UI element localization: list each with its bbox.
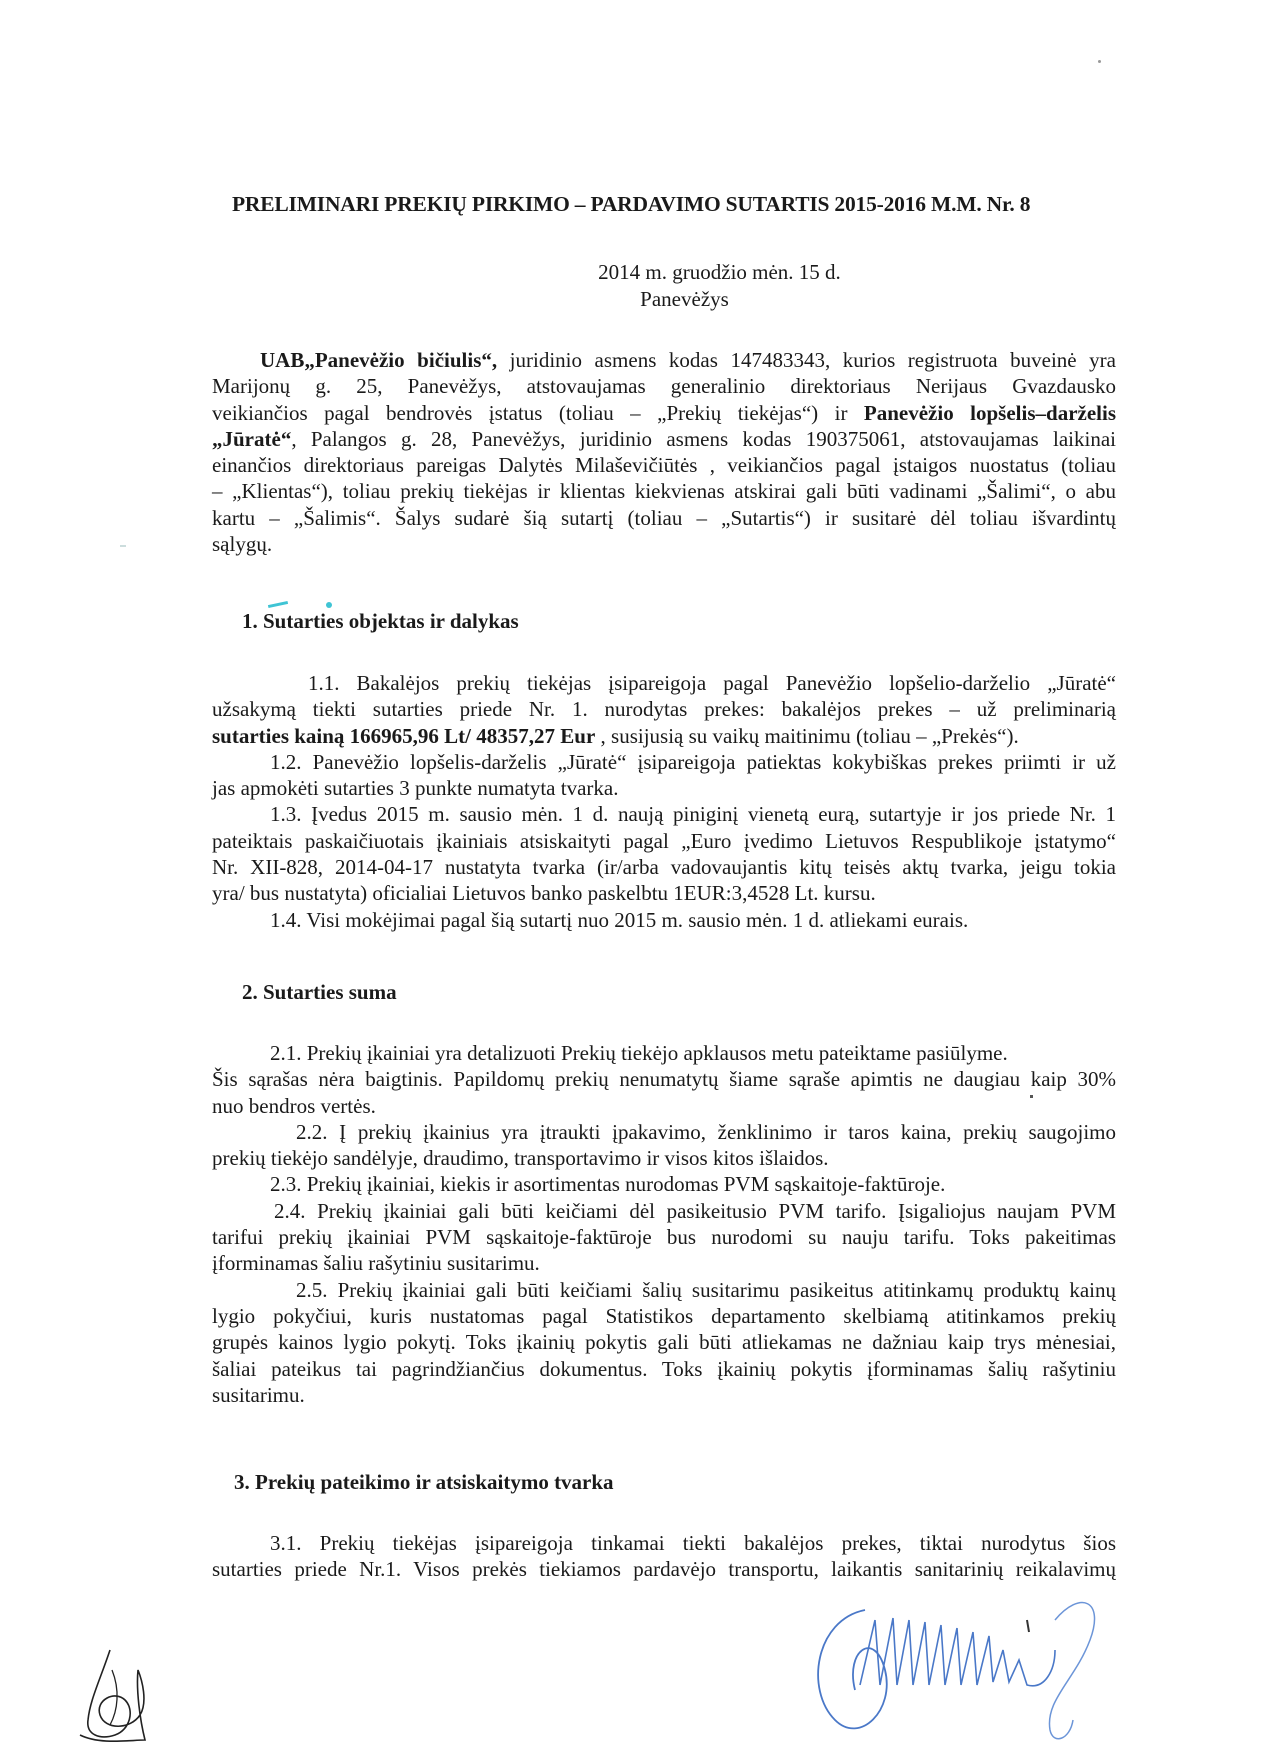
clause-1-1-line-2: užsakymą tiekti sutarties priede Nr. 1. nurodytas prekes: bakalėjos prekes – už preliminarią <box>212 697 1116 722</box>
section-3-body <box>212 1530 1116 1583</box>
scan-speck <box>120 545 126 547</box>
section-1-heading: 1. Sutarties objektas ir dalykas <box>242 609 519 633</box>
intro-paragraph <box>212 347 1116 557</box>
clause-3-1-line-2: sutarties priede Nr.1. Visos prekės tiekiamos pardavėjo transportu, laikantis sanitarinių reikalavimų <box>212 1557 1116 1582</box>
clause-2-4-line-2: tarifui prekių įkainiai PVM sąskaitoje-faktūroje bus nurodomi su nauju tarifu. Toks pakeitimas <box>212 1225 1116 1250</box>
scan-speck <box>1098 60 1101 63</box>
document-title: PRELIMINARI PREKIŲ PIRKIMO – PARDAVIMO SUTARTIS 2015-2016 M.M. Nr. 8 <box>232 192 1031 216</box>
clause-2-5-line-5: susitarimu. <box>212 1382 305 1407</box>
clause-1-3-line-3: Nr. XII-828, 2014-04-17 nustatyta tvarka (ir/arba vadovaujantis kitų teisės aktų tvarka, jeigu tokia <box>212 855 1116 880</box>
clause-2-1-line-3: nuo bendros vertės. <box>212 1093 376 1118</box>
intro-line-3: veikiančios pagal bendrovės įstatus (toliau – „Prekių tiekėjas“) ir Panevėžio lopšelis–darželis <box>212 400 1116 425</box>
clause-2-4-line-3: įforminamas šaliu rašytiniu susitarimu. <box>212 1251 540 1276</box>
intro-line-1: UAB„Panevėžio bičiulis“, juridinio asmens kodas 147483343, kurios registruota buveinė yra <box>260 348 1116 372</box>
clause-2-3-line-1: 2.3. Prekių įkainiai, kiekis ir asortimentas nurodomas PVM sąskaitoje-faktūroje. <box>270 1172 946 1197</box>
clause-1-3-line-2: pateiktais paskaičiuotais įkainiais atsiskaityti pagal „Euro įvedimo Lietuvos Respublikoje įstatymo“ <box>212 828 1116 853</box>
clause-2-2-line-2: prekių tiekėjo sandėlyje, draudimo, transportavimo ir visos kitos išlaidos. <box>212 1146 829 1171</box>
intro-line-8: sąlygų. <box>212 532 273 557</box>
contract-price: sutarties kainą 166965,96 Lt/ 48357,27 Eur <box>212 723 596 748</box>
client-name: Panevėžio lopšelis–darželis <box>863 400 1116 425</box>
section-2-heading: 2. Sutarties suma <box>242 980 397 1004</box>
clause-2-2-line-1: 2.2. Į prekių įkainius yra įtraukti įpakavimo, ženklinimo ir taros kaina, prekių saugojimo <box>296 1119 1116 1144</box>
clause-1-1-line-3: sutarties kainą 166965,96 Lt/ 48357,27 Eur , susijusią su vaikų maitinimu (toliau – „Prekės“). <box>212 723 1019 748</box>
contract-city: Panevėžys <box>640 287 729 311</box>
section-1-body <box>212 670 1116 933</box>
initials-signature-icon <box>70 1640 180 1750</box>
clause-2-4-line-1: 2.4. Prekių įkainiai gali būti keičiami dėl pasikeitusio PVM tarifo. Įsigaliojus naujam PVM <box>274 1198 1116 1223</box>
intro-line-7: kartu – „Šalimis“. Šalys sudarė šią sutartį (toliau – „Sutartis“) ir susitarė dėl toliau išvardintų <box>212 505 1116 530</box>
clause-2-1-line-1: 2.1. Prekių įkainiai yra detalizuoti Prekių tiekėjo apklausos metu pateiktame pasiūlyme. <box>270 1041 1008 1065</box>
director-signature-icon <box>805 1590 1125 1750</box>
clause-2-5-line-4: šaliai pateikus tai pagrindžiančius dokumentus. Toks įkainių pokytis įforminamas šalių rašytiniu <box>212 1356 1116 1381</box>
intro-line-6: – „Klientas“), toliau prekių tiekėjas ir klientas kiekvienas atskirai gali būti vadinami „Šalimi“, o abu <box>212 479 1116 504</box>
highlight-dot <box>326 602 332 608</box>
clause-1-2-line-1: 1.2. Panevėžio lopšelis-darželis „Jūratė“ įsipareigoja patiektas kokybiškas prekes priimti ir už <box>270 749 1116 774</box>
intro-line-5: einančios direktoriaus pareigas Dalytės Milaševičiūtės , veikiančios pagal įstaigos nuostatus (toliau <box>212 453 1116 478</box>
clause-3-1-line-1: 3.1. Prekių tiekėjas įsipareigoja tinkamai tiekti bakalėjos prekes, tiktai nurodytus šios <box>270 1531 1116 1555</box>
scan-speck <box>1030 1095 1033 1098</box>
clause-2-5-line-3: grupės kainos lygio pokytį. Toks įkainių pokytis gali būti atliekamas ne dažniau kaip trys mėnesiai, <box>212 1330 1116 1355</box>
section-2-body <box>212 1040 1116 1408</box>
clause-1-2-line-2: jas apmokėti sutarties 3 punkte numatyta tvarka. <box>212 776 619 801</box>
clause-1-3-line-1: 1.3. Įvedus 2015 m. sausio mėn. 1 d. naują piniginį vienetą eurą, sutartyje ir jos priede Nr. 1 <box>270 802 1116 827</box>
intro-line-4: „Jūratė“, Palangos g. 28, Panevėžys, juridinio asmens kodas 190375061, atstovaujamas laikinai <box>212 426 1116 451</box>
client-name-2: „Jūratė“ <box>212 426 292 451</box>
clause-1-3-line-4: yra/ bus nustatyta) oficialiai Lietuvos banko paskelbtu 1EUR:3,4528 Lt. kursu. <box>212 881 876 906</box>
highlight-mark <box>268 601 288 608</box>
supplier-name: UAB„Panevėžio bičiulis“, <box>260 348 498 372</box>
clause-2-5-line-1: 2.5. Prekių įkainiai gali būti keičiami šalių susitarimu pasikeitus atitinkamų produktų kainų <box>296 1277 1116 1302</box>
clause-2-5-line-2: lygio pokyčiui, kuris nustatomas pagal Statistikos departamento skelbiamą atitinkamos prekių <box>212 1303 1116 1328</box>
clause-1-1-line-1: 1.1. Bakalėjos prekių tiekėjas įsipareigoja pagal Panevėžio lopšelio-darželio „Jūratė“ <box>308 671 1116 695</box>
section-3-heading: 3. Prekių pateikimo ir atsiskaitymo tvarka <box>234 1470 614 1494</box>
clause-2-1-line-2: Šis sąrašas nėra baigtinis. Papildomų prekių nenumatytų šiame sąraše apimtis ne daugiau kaip 30% <box>212 1067 1116 1092</box>
contract-date: 2014 m. gruodžio mėn. 15 d. <box>598 260 841 284</box>
intro-line-2: Marijonų g. 25, Panevėžys, atstovaujamas generalinio direktoriaus Nerijaus Gvazdausko <box>212 374 1116 399</box>
clause-1-4-line-1: 1.4. Visi mokėjimai pagal šią sutartį nuo 2015 m. sausio mėn. 1 d. atliekami eurais. <box>270 907 969 932</box>
